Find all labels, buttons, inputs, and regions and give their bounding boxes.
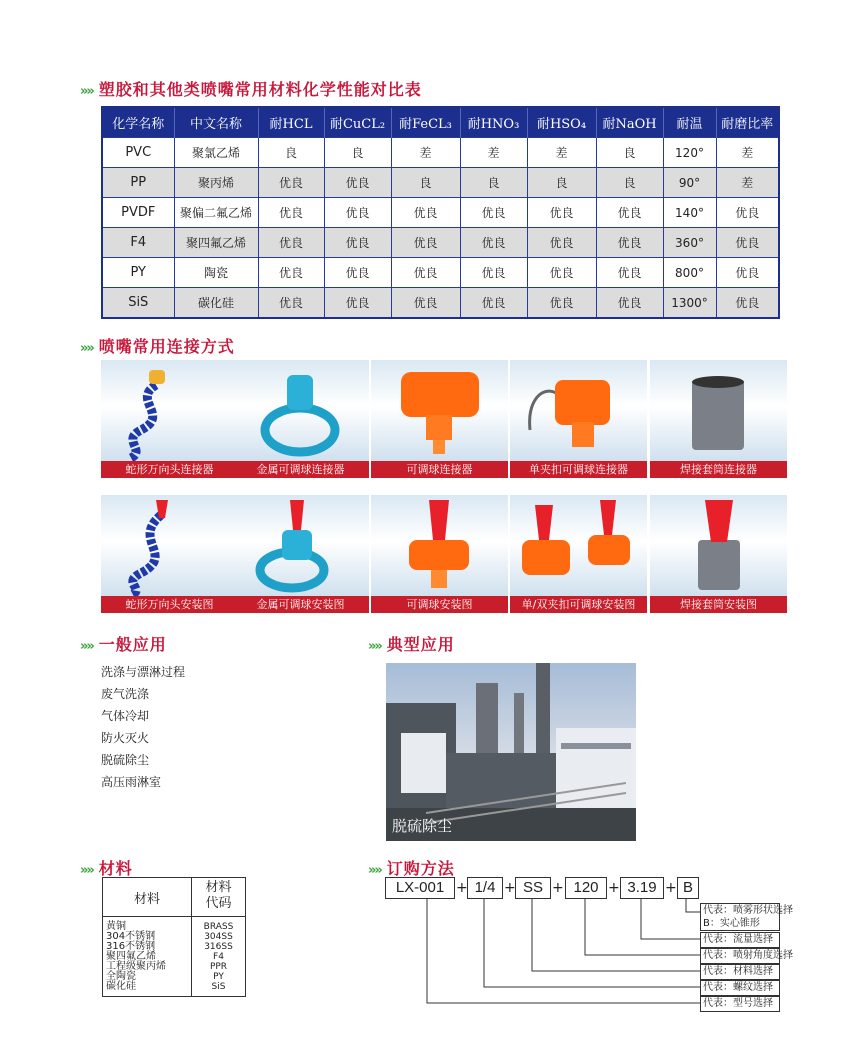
property-cell: 优良 [258, 288, 324, 319]
chemical-code-cell: PY [102, 258, 174, 288]
chinese-name-cell: 碳化硅 [174, 288, 258, 319]
materials-code-header-line1: 材料 [205, 880, 232, 895]
order-label-shape [700, 903, 793, 931]
connection-tile [510, 495, 647, 613]
arrow-icon: »» [368, 639, 381, 654]
connect-section-title [80, 334, 235, 357]
property-cell: 优良 [716, 198, 779, 228]
list-item: 防火灭火 [101, 731, 150, 745]
property-cell: 差 [527, 138, 596, 168]
snake-hose-icon [101, 360, 238, 462]
header-cell: 耐HCL [258, 107, 324, 138]
material-code: F4 [213, 952, 224, 962]
property-cell: 优良 [324, 198, 391, 228]
property-cell: 良 [258, 138, 324, 168]
photo-caption: 脱硫除尘 [392, 817, 453, 835]
material-title-text: 材料 [98, 859, 133, 878]
connection-tile [371, 360, 508, 478]
table-row [102, 198, 779, 228]
property-cell: 良 [460, 168, 527, 198]
material-section-title [80, 856, 133, 879]
property-cell: 良 [324, 138, 391, 168]
header-cell: 化学名称 [102, 107, 174, 138]
property-cell: 优良 [527, 288, 596, 319]
label-text: 代表：喷雾形状选择 [703, 905, 793, 916]
tile-caption: 单/双夹扣可调球安装图 [510, 596, 647, 613]
arrow-icon: »» [80, 84, 93, 99]
list-item: 气体冷却 [101, 709, 150, 723]
connect-title-text: 喷嘴常用连接方式 [98, 337, 235, 356]
property-cell: 优良 [391, 198, 460, 228]
chemical-code-cell: PVDF [102, 198, 174, 228]
clip-ball-joint-icon [510, 360, 647, 462]
plus-sign: + [552, 880, 564, 896]
property-cell: 120° [663, 138, 716, 168]
property-cell: 良 [527, 168, 596, 198]
property-cell: 良 [596, 138, 663, 168]
tile-caption: 焊接套筒安装图 [650, 596, 787, 613]
materials-table [102, 877, 246, 997]
arrow-icon: »» [368, 863, 381, 878]
property-cell: 优良 [460, 228, 527, 258]
materials-name-header: 材料 [133, 892, 160, 907]
connection-tile [101, 360, 238, 478]
table-title-text: 塑胶和其他类喷嘴常用材料化学性能对比表 [98, 80, 422, 99]
chinese-name-cell: 聚偏二氟乙烯 [174, 198, 258, 228]
property-cell: 良 [596, 168, 663, 198]
plus-sign: + [456, 880, 468, 896]
property-cell: 差 [716, 138, 779, 168]
order-label-flow: 代表：流量选择 [700, 932, 780, 948]
desulfurization-plant-photo [386, 663, 636, 841]
general-application-list [101, 661, 185, 793]
weld-sleeve-icon [650, 360, 787, 462]
list-item: 洗涤与漂淋过程 [101, 665, 186, 679]
header-cell: 耐CuCL₂ [324, 107, 391, 138]
property-cell: 优良 [391, 228, 460, 258]
property-cell: 优良 [258, 168, 324, 198]
weld-sleeve-icon [650, 495, 787, 597]
material-name: 工程级聚丙烯 [106, 961, 166, 972]
connection-tile [101, 495, 238, 613]
material-name: 聚四氟乙烯 [106, 951, 156, 962]
order-label-thread: 代表：螺纹选择 [700, 980, 780, 996]
property-cell: 优良 [596, 228, 663, 258]
property-cell: 差 [716, 168, 779, 198]
order-label-model: 代表：型号选择 [700, 996, 780, 1012]
label-text: B：实心锥形 [703, 918, 760, 929]
table-row [102, 258, 779, 288]
typical-section-title [368, 632, 455, 655]
header-cell: 中文名称 [174, 107, 258, 138]
tile-caption: 金属可调球连接器 [232, 461, 369, 478]
order-label-material: 代表：材料选择 [700, 964, 780, 980]
property-cell: 1300° [663, 288, 716, 319]
property-cell: 优良 [716, 258, 779, 288]
property-cell: 优良 [460, 288, 527, 319]
tile-caption: 金属可调球安装图 [232, 596, 369, 613]
property-cell: 优良 [527, 258, 596, 288]
material-code: SiS [211, 982, 226, 992]
property-cell: 优良 [596, 258, 663, 288]
clip-ball-joint-icon [510, 495, 647, 597]
chemical-code-cell: F4 [102, 228, 174, 258]
ball-joint-icon [371, 495, 508, 597]
tile-caption: 可调球安装图 [371, 596, 508, 613]
property-cell: 优良 [716, 288, 779, 319]
order-part-angle: 120 [565, 877, 607, 899]
ball-joint-icon [371, 360, 508, 462]
property-cell: 360° [663, 228, 716, 258]
arrow-icon: »» [80, 341, 93, 356]
material-name: 黄铜 [106, 921, 126, 932]
order-title-text: 订购方法 [386, 859, 455, 878]
header-cell: 耐NaOH [596, 107, 663, 138]
property-cell: 优良 [596, 198, 663, 228]
header-cell: 耐FeCL₃ [391, 107, 460, 138]
list-item: 废气洗涤 [101, 687, 150, 701]
header-cell: 耐磨比率 [716, 107, 779, 138]
order-part-thread: 1/4 [467, 877, 503, 899]
property-cell: 优良 [258, 198, 324, 228]
general-title-text: 一般应用 [98, 635, 167, 654]
table-row [102, 288, 779, 319]
connection-tile [232, 495, 369, 613]
material-code: PY [213, 972, 224, 982]
material-name: 316不锈钢 [106, 941, 156, 952]
property-cell: 优良 [391, 288, 460, 319]
chinese-name-cell: 聚丙烯 [174, 168, 258, 198]
arrow-icon: »» [80, 639, 93, 654]
plus-sign: + [608, 880, 620, 896]
property-cell: 优良 [527, 228, 596, 258]
general-section-title [80, 632, 167, 655]
connection-tile [371, 495, 508, 613]
property-cell: 140° [663, 198, 716, 228]
chinese-name-cell: 聚四氟乙烯 [174, 228, 258, 258]
material-name: 碳化硅 [106, 981, 136, 992]
property-cell: 优良 [460, 198, 527, 228]
material-code: BRASS [203, 922, 234, 932]
metal-clamp-icon [232, 495, 369, 597]
typical-title-text: 典型应用 [386, 635, 455, 654]
property-cell: 优良 [258, 228, 324, 258]
chemical-code-cell: PP [102, 168, 174, 198]
header-cell: 耐HNO₃ [460, 107, 527, 138]
connection-tile [232, 360, 369, 478]
chemical-code-cell: SiS [102, 288, 174, 319]
snake-hose-icon [101, 495, 238, 597]
material-name: 304不锈钢 [106, 931, 156, 942]
chinese-name-cell: 陶瓷 [174, 258, 258, 288]
property-cell: 差 [391, 138, 460, 168]
property-cell: 优良 [527, 198, 596, 228]
property-cell: 优良 [324, 228, 391, 258]
order-part-model: LX-001 [385, 877, 455, 899]
tile-caption: 蛇形万向头安装图 [101, 596, 238, 613]
list-item: 脱硫除尘 [101, 753, 150, 767]
property-cell: 优良 [460, 258, 527, 288]
property-cell: 差 [460, 138, 527, 168]
property-cell: 优良 [324, 258, 391, 288]
property-cell: 优良 [596, 288, 663, 319]
chemical-code-cell: PVC [102, 138, 174, 168]
plus-sign: + [665, 880, 677, 896]
connection-tile [510, 360, 647, 478]
property-cell: 优良 [258, 258, 324, 288]
table-section-title [80, 77, 422, 100]
order-part-material: SS [515, 877, 551, 899]
materials-code-header-line2: 代码 [205, 896, 232, 911]
connection-tile [650, 360, 787, 478]
chinese-name-cell: 聚氯乙烯 [174, 138, 258, 168]
tile-caption: 蛇形万向头连接器 [101, 461, 238, 478]
chemical-comparison-table [101, 106, 780, 319]
tile-caption: 焊接套筒连接器 [650, 461, 787, 478]
material-name: 全陶瓷 [106, 971, 136, 982]
property-cell: 优良 [324, 288, 391, 319]
property-cell: 优良 [716, 228, 779, 258]
table-row [102, 168, 779, 198]
materials-names [106, 922, 166, 992]
property-cell: 优良 [391, 258, 460, 288]
tile-caption: 单夹扣可调球连接器 [510, 461, 647, 478]
table-row [102, 138, 779, 168]
tile-caption: 可调球连接器 [371, 461, 508, 478]
material-code: 316SS [204, 942, 233, 952]
property-cell: 90° [663, 168, 716, 198]
table-row [102, 228, 779, 258]
property-cell: 800° [663, 258, 716, 288]
order-label-angle: 代表：喷射角度选择 [700, 948, 780, 964]
order-part-flow: 3.19 [620, 877, 664, 899]
arrow-icon: »» [80, 863, 93, 878]
materials-codes [192, 922, 245, 992]
plus-sign: + [504, 880, 516, 896]
list-item: 高压雨淋室 [101, 775, 162, 789]
property-cell: 优良 [324, 168, 391, 198]
order-section-title [368, 856, 455, 879]
connection-tile [650, 495, 787, 613]
metal-clamp-icon [232, 360, 369, 462]
order-part-shape: B [677, 877, 699, 899]
table-header-row [102, 107, 779, 138]
material-code: 304SS [204, 932, 233, 942]
header-cell: 耐温 [663, 107, 716, 138]
property-cell: 良 [391, 168, 460, 198]
material-code: PPR [209, 962, 228, 972]
header-cell: 耐HSO₄ [527, 107, 596, 138]
